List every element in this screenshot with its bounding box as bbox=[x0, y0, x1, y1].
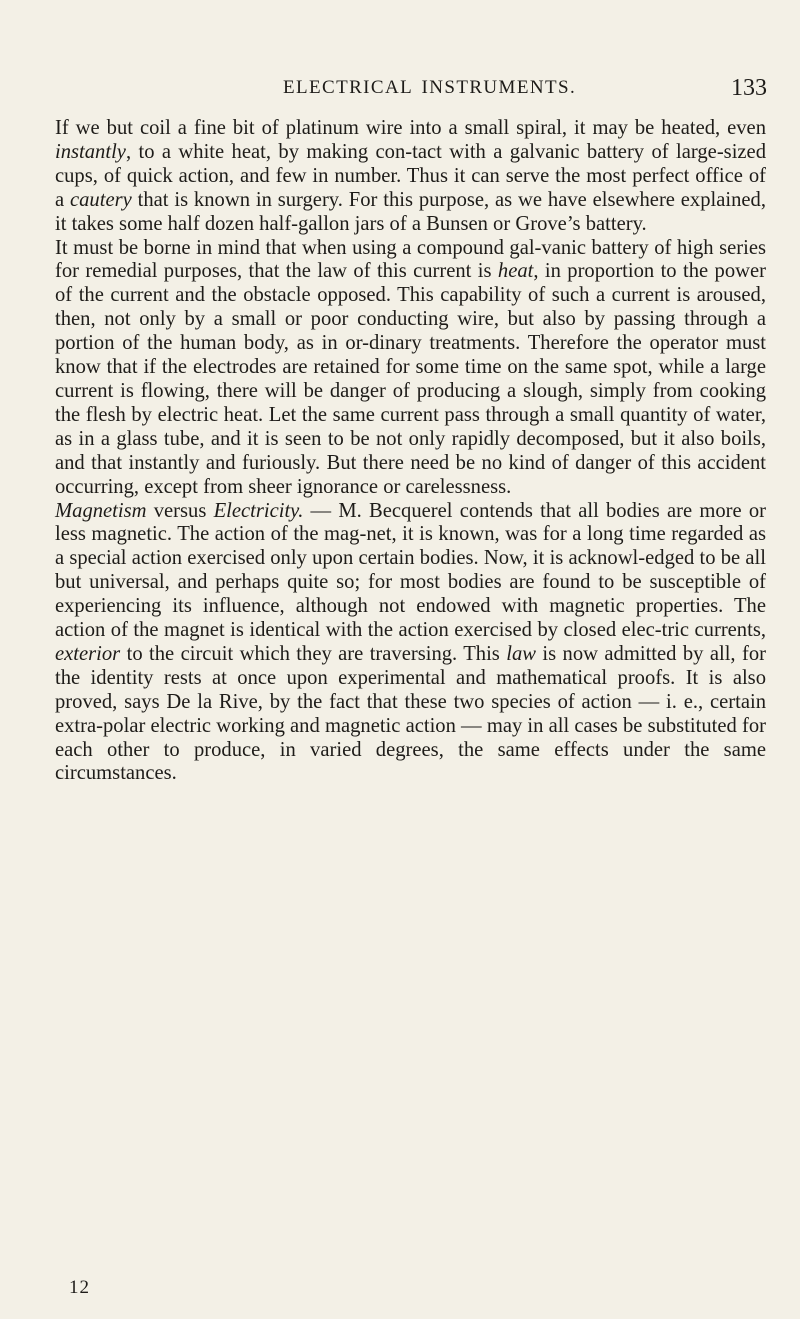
italic-term: cautery bbox=[70, 188, 132, 211]
italic-term: instantly bbox=[55, 140, 126, 163]
paragraph-heat-law bbox=[55, 237, 766, 500]
italic-term: law bbox=[506, 642, 536, 665]
paragraph-text: to the circuit which they are traversing. This bbox=[120, 642, 507, 665]
signature-mark: 12 bbox=[69, 1277, 90, 1298]
paragraph-text: , to a white heat, by making con-tact with a galvanic battery of large-sized cups, of quick action, and few in number. Thus it can serve the most perfect office of a bbox=[55, 140, 766, 211]
paragraph-text: — M. Becquerel contends that all bodies are more or less magnetic. The action of the mag-net, it is known, was for a long time regarded as a special action exercised only upon certain bodies. Now, it is acknowl-edged to be all but universal, and perhaps quite so; for most bodies are found to be susceptible of experiencing its influence, although not endowed with magnetic properties. The action of the magnet is identical with the action exercised by closed elec-tric currents, bbox=[55, 499, 766, 642]
paragraph-text: It must be borne in mind that when using a compound gal-vanic battery of high series for remedial purposes, that the law of this current is bbox=[55, 236, 766, 283]
running-title: ELECTRICAL INSTRUMENTS. bbox=[283, 77, 577, 98]
section-heading: Magnetism bbox=[55, 499, 147, 522]
italic-term: heat bbox=[497, 260, 534, 283]
paragraph-text: If we but coil a fine bit of platinum wire into a small spiral, it may be heated, even bbox=[55, 117, 766, 139]
section-heading: Electricity. bbox=[213, 499, 304, 522]
italic-term: exterior bbox=[55, 642, 121, 665]
body-text bbox=[55, 117, 766, 786]
page-number: 133 bbox=[731, 75, 767, 101]
running-head bbox=[0, 77, 800, 107]
paragraph-platinum-cautery bbox=[55, 117, 766, 237]
paragraph-text: is now admitted by all, for the identity rests at once upon experimental and mathematical proofs. It is also proved, says De la Rive, by the fact that these two species of action — i. e., certain extra-polar electric working and magnetic action — may in all cases be substituted for each other to produce, in varied degrees, the same effects under the same circumstances. bbox=[55, 642, 766, 785]
paragraph-text: that is known in surgery. For this purpose, as we have elsewhere explained, it takes some half dozen half-gallon jars of a Bunsen or Grove’s battery. bbox=[55, 188, 766, 235]
paragraph-text: versus bbox=[146, 499, 214, 522]
paragraph-magnetism-versus-electricity bbox=[55, 500, 766, 787]
paragraph-text: , in proportion to the power of the current and the obstacle opposed. This capability of such a current is aroused, then, not only by a small or poor conducting wire, but also by passing through a portion of the human body, as in or-dinary treatments. Therefore the operator must know that if the electrodes are retained for some time on the same spot, while a large current is flowing, there will be danger of producing a slough, simply from cooking the flesh by electric heat. Let the same current pass through a small quantity of water, as in a glass tube, and it is seen to be not only rapidly decomposed, but it also boils, and that instantly and furiously. But there need be no kind of danger of this accident occurring, except from sheer ignorance or carelessness. bbox=[55, 260, 766, 498]
